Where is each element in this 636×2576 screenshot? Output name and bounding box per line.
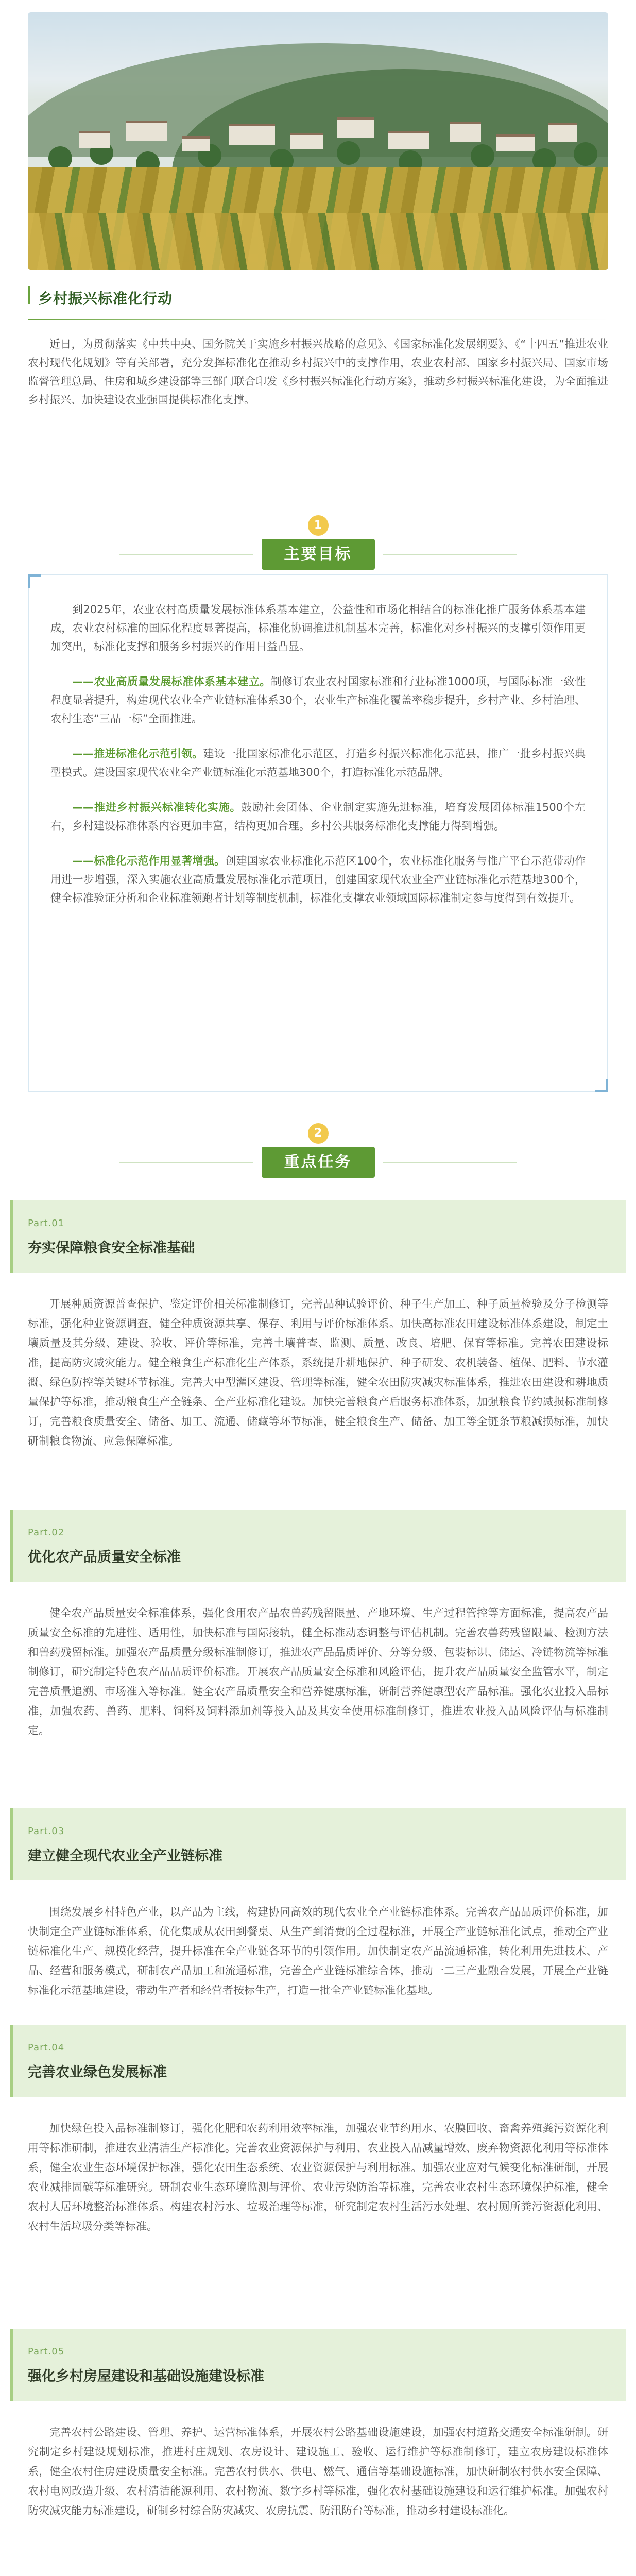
goal-paragraph <box>50 852 586 907</box>
section-number: 2 <box>308 1123 329 1144</box>
task-body: 完善农村公路建设、管理、养护、运营标准体系，开展农村公路基础设施建设，加强农村道路交通安全标准研制。研究制定乡村建设规划标准，推进村庄规划、农房设计、建设施工、验收、运行维护等标准制修订，建立农房建设标准体系，健全农村住房建设质量安全标准。完善农村供水、供电、燃气、通信等基础设施标准，加快研制农村供水安全保障、农村电网改造升级、农村清洁能源利用、农村物流、数字乡村等标准，强化农村基础设施建设和运行维护标准。加强农村防灾减灾能力标准建设，研制乡村综合防灾减灾、农房抗震、防汛防台等标准，推动乡村建设标准化。 <box>28 2426 608 2517</box>
task-title: 优化农产品质量安全标准 <box>28 1549 181 1565</box>
goal-highlight: ——推进标准化示范引领。 <box>72 748 203 760</box>
page-title-bar <box>28 276 608 326</box>
section-badge-tasks <box>0 1123 636 1178</box>
task-title: 强化乡村房屋建设和基础设施建设标准 <box>28 2368 264 2384</box>
goal-highlight: ——标准化示范作用显著增强。 <box>72 855 226 867</box>
goal-paragraph <box>50 600 586 656</box>
goal-text: 建设一批国家标准化示范区，打造乡村振兴标准化示范县，推广一批乡村振兴典型模式。建设国家现代农业全产业链标准化示范基地300个，打造标准化示范品牌。 <box>50 748 586 778</box>
task-card-header <box>10 1808 626 1880</box>
goal-paragraph <box>50 672 586 728</box>
task-card <box>0 1808 636 2000</box>
hero-landscape-image <box>28 12 608 270</box>
task-card-header <box>10 1510 626 1582</box>
goal-paragraph <box>50 744 586 782</box>
goal-text: 制修订农业农村国家标准和行业标准1000项，与国际标准一致性程度显著提升，构建现代农业全产业链标准体系30个，农业生产标准化覆盖率稳步提升，乡村产业、乡村治理、农村生态“三品一标”全面推进。 <box>50 675 586 725</box>
intro-paragraph: 近日，为贯彻落实《中共中央、国务院关于实施乡村振兴战略的意见》、《国家标准化发展纲要》、《“十四五”推进农业农村现代化规划》等有关部署，充分发挥标准化在推动乡村振兴中的支撑作用，农业农村部、国家乡村振兴局、国家市场监督管理总局、住房和城乡建设部等三部门联合印发《乡村振兴标准化行动方案》，推动乡村振兴标准化建设，为全面推进乡村振兴、加快建设农业强国提供标准化支撑。 <box>28 338 608 406</box>
page-title: 乡村振兴标准化行动 <box>38 290 173 307</box>
goal-highlight: ——农业高质量发展标准体系基本建立。 <box>72 675 271 688</box>
goals-box <box>28 574 608 1092</box>
section-number: 1 <box>308 515 329 536</box>
section-badge-goals <box>0 515 636 570</box>
task-body: 围绕发展乡村特色产业，以产品为主线，构建协同高效的现代农业全产业链标准体系。完善农产品品质评价标准，加快制定全产业链标准体系，优化集成从农田到餐桌、从生产到消费的全过程标准，开展全产业链标准化试点，推动全产业链标准化生产、规模化经营，提升标准在全产业链各环节的引领作用。加快制定农产品流通标准，转化利用先进技术、产品、经营和服务模式，研制农产品加工和流通标准，完善全产业链标准综合体，推动一二三产业融合发展，开展全产业链标准化示范基地建设，带动生产者和经营者按标生产，打造一批全产业链标准化基地。 <box>28 1906 608 1996</box>
task-card-header <box>10 2025 626 2097</box>
task-card <box>0 2025 636 2236</box>
task-part-label: Part.03 <box>28 1826 65 1837</box>
goal-text: 鼓励社会团体、企业制定实施先进标准，培育发展团体标准1500个左右，乡村建设标准体系内容更加丰富，结构更加合理。乡村公共服务标准化支撑能力得到增强。 <box>50 801 586 832</box>
task-card-header <box>10 2329 626 2401</box>
task-part-label: Part.02 <box>28 1527 65 1538</box>
title-divider <box>28 319 608 320</box>
task-part-label: Part.01 <box>28 1218 65 1229</box>
goal-highlight: ——推进乡村振兴标准转化实施。 <box>72 801 242 814</box>
section-title: 主要目标 <box>262 539 375 570</box>
task-title: 完善农业绿色发展标准 <box>28 2064 167 2080</box>
goal-text: 创建国家农业标准化示范区100个，农业标准化服务与推广平台示范带动作用进一步增强，深入实施农业高质量发展标准化示范项目，创建国家现代农业全产业链标准化示范基地300个，健全标准验证分析和企业标准领跑者计划等制度机制，标准化支撑农业领域国际标准制定参与度得到有效提升。 <box>50 855 586 904</box>
section-title: 重点任务 <box>262 1147 375 1178</box>
task-part-label: Part.05 <box>28 2346 65 2357</box>
title-accent <box>28 286 30 304</box>
task-card <box>0 1200 636 1451</box>
task-body: 健全农产品质量安全标准体系，强化食用农产品农兽药残留限量、产地环境、生产过程管控等方面标准，提高农产品质量安全标准的先进性、适用性，加快标准与国际接轨，健全标准动态调整与评估机制。完善农兽药残留限量、检测方法和兽药残留标准。加强农产品质量分级标准制修订，推进农产品品质评价、分等分级、包装标识、储运、冷链物流等标准制修订，研究制定特色农产品品质评价标准。开展农产品质量安全标准和风险评估，提升农产品质量安全监管水平，制定完善质量追溯、市场准入等标准。健全农产品质量安全和营养健康标准，研制营养健康型农产品标准。强化农业投入品标准，加强农药、兽药、肥料、饲料及饲料添加剂等投入品及其安全使用标准制修订，推进农业投入品风险评估与标准制定。 <box>28 1607 608 1737</box>
task-body: 加快绿色投入品标准制修订，强化化肥和农药利用效率标准，加强农业节约用水、农膜回收、畜禽养殖粪污资源化利用等标准研制，推进农业清洁生产标准化。完善农业资源保护与利用、农业投入品减量增效、废弃物资源化利用等标准体系，健全农业生态环境保护标准，强化农田生态系统、农业资源保护与利用标准。加强农业应对气候变化标准研制，开展农业减排固碳等标准研究。研制农业生态环境监测与评价、农业污染防治等标准，完善农业农村生态环境保护标准，健全农村人居环境整治标准体系。构建农村污水、垃圾治理等标准，研究制定农村生活污水处理、农村厕所粪污资源化利用、农村生活垃圾分类等标准。 <box>28 2122 608 2232</box>
task-title: 夯实保障粮食安全标准基础 <box>28 1240 195 1256</box>
task-card <box>0 1510 636 1740</box>
task-part-label: Part.04 <box>28 2042 65 2053</box>
task-card-header <box>10 1200 626 1273</box>
goal-paragraph <box>50 798 586 835</box>
task-card <box>0 2329 636 2520</box>
task-title: 建立健全现代农业全产业链标准 <box>28 1848 222 1864</box>
goal-text: 到2025年，农业农村高质量发展标准体系基本建立，公益性和市场化相结合的标准化推广服务体系基本建成，农业农村标准的国际化程度显著提高，标准化协调推进机制基本完善，标准化对乡村振兴的支撑引领作用更加突出，标准化支撑和服务乡村振兴的作用日益凸显。 <box>50 603 586 653</box>
task-body: 开展种质资源普查保护、鉴定评价相关标准制修订，完善品种试验评价、种子生产加工、种子质量检验及分子检测等标准，强化种业资源调查，健全种质资源共享、保存、利用与评价标准体系。加快高标准农田建设标准体系建设，制定土壤质量及其分级、建设、验收、评价等标准，完善土壤普查、监测、质量、改良、培肥、保育等标准。完善农田建设标准，提高防灾减灾能力。健全粮食生产标准化生产体系，系统提升耕地保护、种子研发、农机装备、植保、肥料、节水灌溉、绿色防控等关键环节标准。完善大中型灌区建设、管理等标准，健全农田防灾减灾标准体系，推进农田建设和耕地质量保护等标准，推动粮食生产全链条、全产业标准化建设。加快完善粮食产后服务标准体系，加强粮食节约减损标准制修订，完善粮食质量安全、储备、加工、流通、储藏等环节标准，健全粮食生产、储备、加工等全链条节粮减损标准，加快研制粮食物流、应急保障标准。 <box>28 1298 608 1447</box>
